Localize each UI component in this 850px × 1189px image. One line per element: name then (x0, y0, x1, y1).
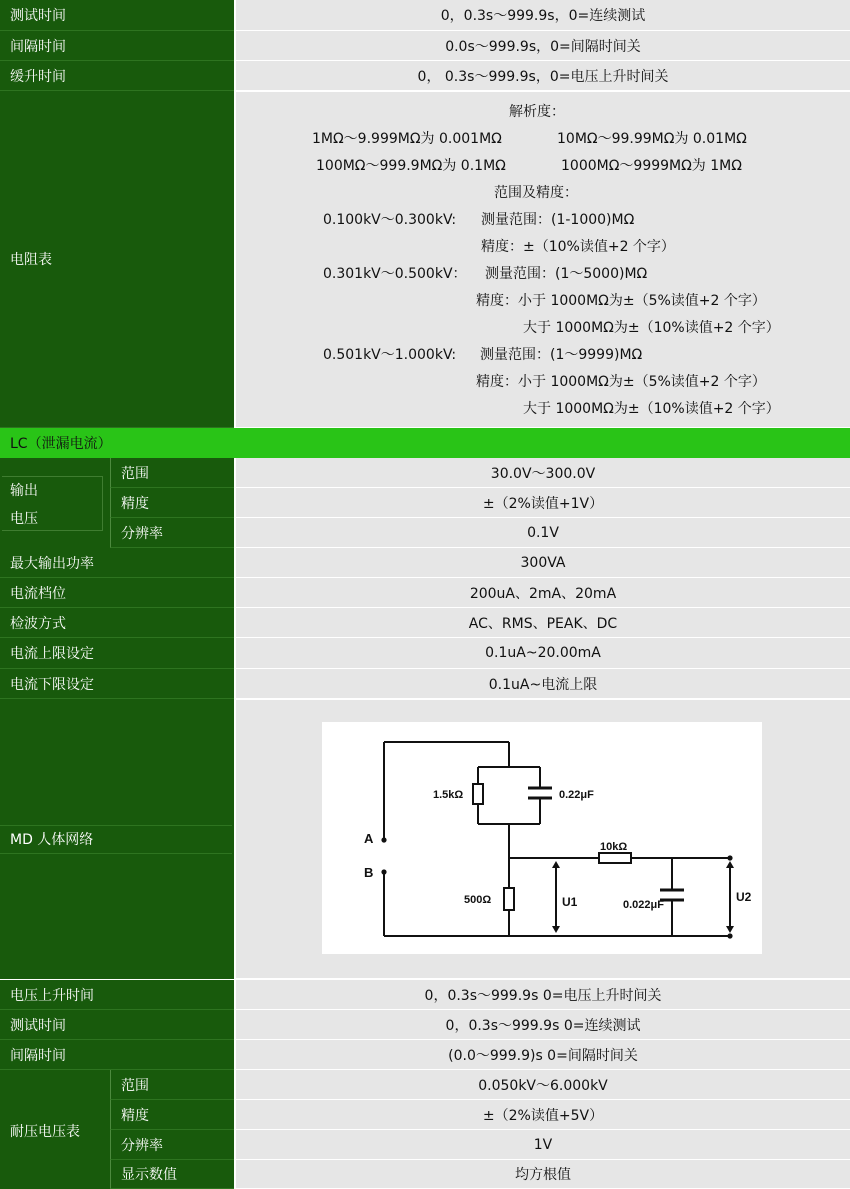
row-value: 0.050kV～6.000kV (234, 1070, 850, 1100)
range-line: 测量范围：(1～5000)MΩ (485, 266, 648, 282)
row-label: 电压上升时间 (0, 980, 234, 1010)
row-value: 200uA、2mA、20mA (234, 578, 850, 608)
row-wv-resolution (0, 1130, 850, 1160)
row-test-time (0, 0, 850, 31)
row-value: ±（2%读值+1V） (234, 488, 850, 518)
row-label: 测试时间 (0, 1010, 234, 1040)
label-u1: U1 (562, 895, 578, 909)
voltage-band: 0.501kV～1.000kV: (323, 347, 457, 363)
row-value: 0.1V (234, 518, 850, 548)
voltage-band: 0.301kV～0.500kV： (323, 266, 467, 282)
row-value: 1V (234, 1130, 850, 1160)
accuracy-line: 大于 1000MΩ为±（10%读值+2 个字） (523, 320, 780, 336)
row-label: 测试时间 (0, 0, 234, 31)
label-r2: 500Ω (464, 894, 492, 906)
row-value: 0，0.3s～999.9s 0=连续测试 (234, 1010, 850, 1040)
row-current-upper-limit (0, 638, 850, 669)
res-line: 10MΩ～99.99MΩ为 0.01MΩ (557, 131, 747, 147)
group-label: 耐压电压表 (10, 1124, 80, 1140)
range-heading: 范围及精度： (494, 185, 578, 201)
label-r1: 1.5kΩ (433, 789, 464, 801)
row-value: 30.0V～300.0V (234, 458, 850, 488)
section-title: LC（泄漏电流） (10, 436, 112, 452)
group-label-line: 电压 (10, 511, 38, 527)
row-voltage-rise-time (0, 980, 850, 1010)
row-ov-accuracy (0, 488, 850, 518)
row-value: AC、RMS、PEAK、DC (234, 608, 850, 638)
resistor-1k5 (473, 784, 483, 804)
row-label: 分辨率 (110, 518, 234, 548)
label-u2: U2 (736, 890, 752, 904)
row-label: 缓升时间 (0, 61, 234, 91)
label-c1: 0.22μF (559, 789, 594, 801)
res-line: 1000MΩ～9999MΩ为 1MΩ (561, 158, 742, 174)
row-value: 0，0.3s～999.9s，0=连续测试 (234, 0, 850, 31)
accuracy-line: 大于 1000MΩ为±（10%读值+2 个字） (523, 401, 780, 417)
row-value: (0.0～999.9)s 0=间隔时间关 (234, 1040, 850, 1070)
row-detection-mode (0, 608, 850, 638)
row-label: 分辨率 (110, 1130, 234, 1160)
row-current-range (0, 578, 850, 608)
group-label-line: 输出 (10, 483, 38, 499)
row-label: 电流上限设定 (0, 638, 234, 669)
row-value: 0.0s～999.9s，0=间隔时间关 (234, 31, 850, 61)
label-node-a: A (364, 831, 374, 846)
range-line: 测量范围：(1～9999)MΩ (480, 347, 643, 363)
row-wv-accuracy (0, 1100, 850, 1130)
row-label: 间隔时间 (0, 1040, 234, 1070)
res-line: 1MΩ～9.999MΩ为 0.001MΩ (312, 131, 502, 147)
row-test-time-2 (0, 1010, 850, 1040)
row-label: MD 人体网络 (0, 699, 234, 979)
resistance-details (236, 92, 850, 427)
row-value: 0.1uA~电流上限 (234, 669, 850, 699)
row-current-lower-limit (0, 669, 850, 699)
label-node-b: B (364, 865, 374, 880)
row-label: 电流档位 (0, 578, 234, 608)
row-value: 0，0.3s～999.9s 0=电压上升时间关 (234, 980, 850, 1010)
accuracy-line: 精度：小于 1000MΩ为±（5%读值+2 个字） (476, 293, 766, 309)
row-ov-resolution (0, 518, 850, 548)
circuit-svg (322, 722, 762, 954)
resistor-500 (504, 888, 514, 910)
range-line: 测量范围：(1-1000)MΩ (481, 212, 635, 228)
res-line: 100MΩ～999.9MΩ为 0.1MΩ (316, 158, 506, 174)
accuracy-line: 精度：小于 1000MΩ为±（5%读值+2 个字） (476, 374, 766, 390)
voltage-band: 0.100kV～0.300kV: (323, 212, 457, 228)
section-lc (0, 428, 850, 458)
row-ramp-time (0, 61, 850, 91)
row-value: 0.1uA~20.00mA (234, 638, 850, 669)
row-interval-time-2 (0, 1040, 850, 1070)
row-max-power (0, 548, 850, 578)
row-value: 0， 0.3s～999.9s，0=电压上升时间关 (234, 61, 850, 91)
resistor-10k (599, 853, 631, 863)
row-label: 最大输出功率 (0, 548, 234, 578)
row-interval-time (0, 31, 850, 61)
row-label: 范围 (110, 1070, 234, 1100)
row-label: 范围 (110, 458, 234, 488)
row-label: 精度 (110, 1100, 234, 1130)
row-value: 均方根值 (234, 1160, 850, 1189)
row-label: 间隔时间 (0, 31, 234, 61)
capacitor-0-22 (528, 788, 552, 798)
row-wv-range (0, 1070, 850, 1100)
row-value: ±（2%读值+5V） (234, 1100, 850, 1130)
row-value: 300VA (234, 548, 850, 578)
row-label: 电流下限设定 (0, 669, 234, 699)
row-label: 显示数值 (110, 1160, 234, 1189)
resolution-heading: 解析度： (509, 104, 565, 120)
row-label: 检波方式 (0, 608, 234, 638)
row-ov-range (0, 458, 850, 488)
row-label: 电阻表 (0, 91, 234, 428)
md-circuit-diagram (322, 722, 762, 954)
row-label: 精度 (110, 488, 234, 518)
label-r3: 10kΩ (600, 841, 628, 853)
label-c2: 0.022μF (623, 899, 664, 911)
accuracy-line: 精度：±（10%读值+2 个字） (481, 239, 675, 255)
row-wv-display (0, 1160, 850, 1189)
